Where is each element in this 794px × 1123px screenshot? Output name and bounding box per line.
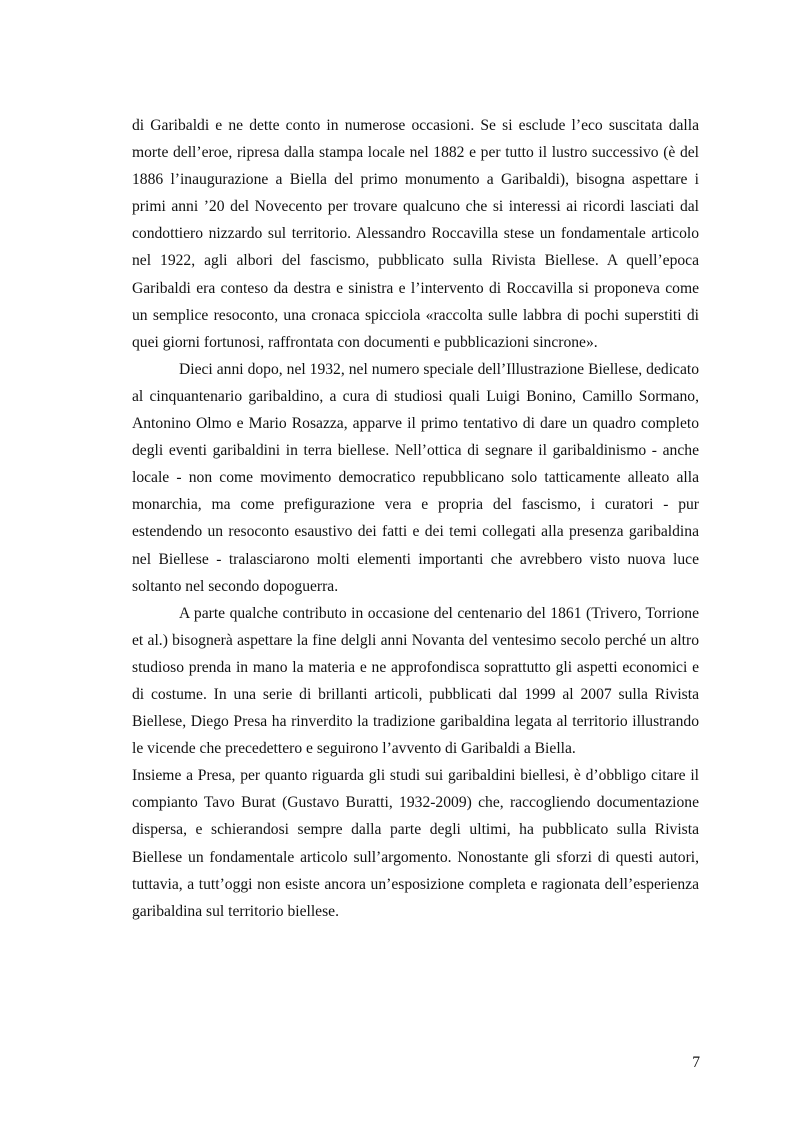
paragraph-4: Insieme a Presa, per quanto riguarda gli studi sui garibaldini biellesi, è d’obbligo citare il compianto Tavo Burat (Gustavo Buratti, 1932-2009) che, raccogliendo documentazione dispersa, e schierandosi sempre dalla parte degli ultimi, ha pubblicato sulla Rivista Biellese un fondamentale articolo sull’argomento. Nonostante gli sforzi di questi autori, tuttavia, a tutt’oggi non esiste ancora un’esposizione completa e ragionata dell’esperienza garibaldina sul territorio biellese. [132, 767, 699, 920]
paragraph-3: A parte qualche contributo in occasione del centenario del 1861 (Trivero, Torrione et al.) bisognerà aspettare la fine delgli anni Novanta del ventesimo secolo perché un altro studioso prenda in mano la materia e ne approfondisca soprattutto gli aspetti economici e di costume. In una serie di brillanti articoli, pubblicati dal 1999 al 2007 sulla Rivista Biellese, Diego Presa ha rinverdito la tradizione garibaldina legata al territorio illustrando le vicende che precedettero e seguirono l’avvento di Garibaldi a Biella. [132, 604, 699, 758]
paragraph-1: di Garibaldi e ne dette conto in numerose occasioni. Se si esclude l’eco suscitata dalla morte dell’eroe, ripresa dalla stampa locale nel 1882 e per tutto il lustro successivo (è del 1886 l’inaugurazione a Biella del primo monumento a Garibaldi), bisogna aspettare i primi anni ’20 del Novecento per trovare qualcuno che si interessi ai ricordi lasciati dal condottiero nizzardo sul territorio. Alessandro Roccavilla stese un fondamentale articolo nel 1922, agli albori del fascismo, pubblicato sulla Rivista Biellese. A quell’epoca Garibaldi era conteso da destra e sinistra e l’intervento di Roccavilla si proponeva come un semplice resoconto, una cronaca spicciola «raccolta sulle labbra di pochi superstiti di quei giorni fortunosi, raffrontata con documenti e pubblicazioni sincrone». [132, 117, 699, 351]
body-text [132, 112, 699, 925]
paragraph-2: Dieci anni dopo, nel 1932, nel numero speciale dell’Illustrazione Biellese, dedicato al cinquantenario garibaldino, a cura di studiosi quali Luigi Bonino, Camillo Sormano, Antonino Olmo e Mario Rosazza, apparve il primo tentativo di dare un quadro completo degli eventi garibaldini in terra biellese. Nell’ottica di segnare il garibaldinismo - anche locale - non come movimento democratico repubblicano solo tatticamente alleato alla monarchia, ma come prefigurazione vera e propria del fascismo, i curatori - pur estendendo un resoconto esaustivo dei fatti e dei temi collegati alla presenza garibaldina nel Biellese - tralasciarono molti elementi importanti che avrebbero visto nuova luce soltanto nel secondo dopoguerra. [132, 360, 699, 595]
page-number: 7 [692, 1054, 700, 1071]
